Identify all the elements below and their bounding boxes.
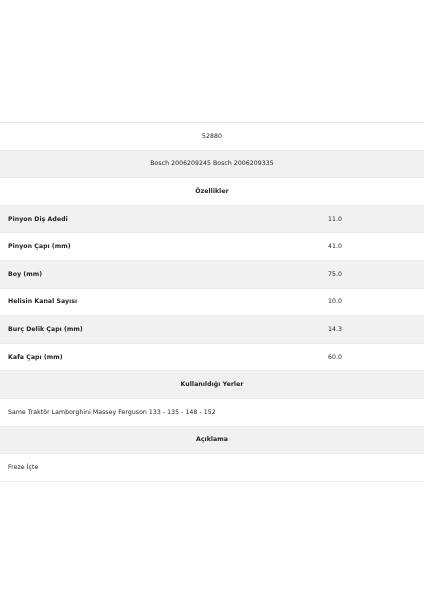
spec-table — [0, 122, 424, 482]
spec-row-bushing-bore — [0, 316, 424, 344]
features-heading-row — [0, 178, 424, 206]
product-code: 52880 — [202, 132, 222, 140]
usage-heading: Kullanıldığı Yerler — [180, 381, 244, 389]
usage-heading-row — [0, 371, 424, 399]
description-heading: Açıklama — [195, 436, 228, 444]
spec-value: 60.0 — [328, 353, 342, 361]
spec-label: Pinyon Diş Adedi — [8, 215, 68, 223]
description-text-row — [0, 454, 424, 482]
spec-row-length — [0, 261, 424, 289]
spec-label: Kafa Çapı (mm) — [8, 353, 63, 361]
usage-text-row — [0, 399, 424, 427]
spec-row-helix-grooves — [0, 289, 424, 317]
spec-row-pinion-diameter — [0, 233, 424, 261]
spec-label: Pinyon Çapı (mm) — [8, 243, 71, 251]
product-code-row — [0, 123, 424, 151]
spec-label: Burç Delik Çapı (mm) — [8, 325, 83, 333]
spec-value: 11.0 — [328, 215, 342, 223]
spec-value: 14.3 — [328, 325, 342, 333]
oem-reference: Bosch 2006209245 Bosch 2006209335 — [150, 160, 274, 168]
spec-value: 10.0 — [328, 298, 342, 306]
spec-value: 75.0 — [328, 270, 342, 278]
oem-reference-row — [0, 151, 424, 179]
features-heading: Özellikler — [195, 187, 229, 195]
spec-row-head-diameter — [0, 344, 424, 372]
spec-value: 41.0 — [328, 243, 342, 251]
spec-label: Helisin Kanal Sayısı — [8, 298, 78, 306]
spec-label: Boy (mm) — [8, 270, 43, 278]
spec-row-pinion-teeth — [0, 206, 424, 234]
usage-text: Same Traktör Lamborghini Massey Ferguson 133 - 135 - 148 - 152 — [8, 408, 216, 416]
description-text: Freze İçte — [8, 463, 39, 471]
description-heading-row — [0, 427, 424, 455]
